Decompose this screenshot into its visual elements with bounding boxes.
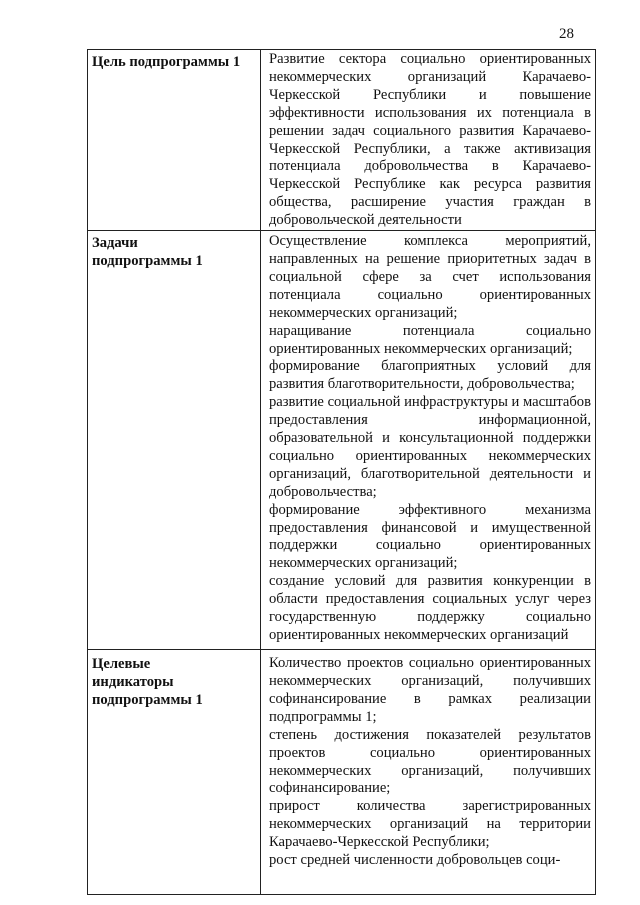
row-label-line: подпрограммы 1	[92, 691, 203, 708]
indicator-item: Количество проектов социально ориентированных некоммерческих организаций, получивших софинансирование в рамках реализации подпрограммы 1;	[269, 655, 591, 725]
task-item: создание условий для развития конкуренции в области предоставления социальных услуг через государственную поддержку социально ориентированных некоммерческих организаций	[269, 573, 591, 643]
table-row-goal	[88, 50, 596, 231]
task-item: формирование благоприятных условий для развития благотворительности, добровольчества;	[269, 358, 591, 393]
row-label-indicators	[88, 650, 261, 895]
row-content-goal	[261, 50, 596, 231]
page-number: 28	[559, 26, 574, 42]
task-item: Осуществление комплекса мероприятий, направленных на решение приоритетных задач в социальной сфере за счет использования потенциала социально ориентированных некоммерческих организаций;	[269, 233, 591, 321]
task-item: наращивание потенциала социально ориентированных некоммерческих организаций;	[269, 322, 591, 357]
row-label-goal	[88, 50, 261, 231]
task-item: формирование эффективного механизма предоставления финансовой и имущественной поддержки социально ориентированных некоммерческих организаций;	[269, 501, 591, 572]
subprogram-passport-table	[87, 49, 596, 895]
task-item: развитие социальной инфраструктуры и масштабов предоставления информационной, образовательной и консультационной поддержки социально ориентированных некоммерческих организаций, благотворительной деятельности и добровольчества;	[269, 394, 591, 500]
indicator-item: прирост количества зарегистрированных некоммерческих организаций на территории Карачаево-Черкесской Республики;	[269, 798, 591, 851]
goal-text: Развитие сектора социально ориентированных некоммерческих организаций Карачаево-Черкесской Республики и повышение эффективности использования их потенциала в решении задач социального развития Карачаево-Черкесской Республики, а также активизация потенциала добровольчества в Карачаево-Черкесской Республике как ресурса развития общества, расширение участия граждан в добровольческой деятельности	[269, 51, 591, 229]
table-row-tasks	[88, 231, 596, 650]
indicator-item: степень достижения показателей результатов проектов социально ориентированных некоммерческих организаций, получивших софинансирование;	[269, 726, 591, 797]
row-content-tasks	[261, 231, 596, 650]
row-label-line: Цель подпрограммы 1	[92, 54, 241, 70]
row-label-line: Целевые	[92, 656, 151, 673]
row-label-line: Задачи	[92, 235, 138, 252]
row-content-indicators	[261, 650, 596, 895]
indicator-item: рост средней численности добровольцев соци-	[269, 852, 561, 869]
table-row-indicators	[88, 650, 596, 895]
row-label-line: подпрограммы 1	[92, 252, 203, 269]
row-label-line: индикаторы	[92, 673, 174, 690]
row-label-tasks	[88, 231, 261, 650]
